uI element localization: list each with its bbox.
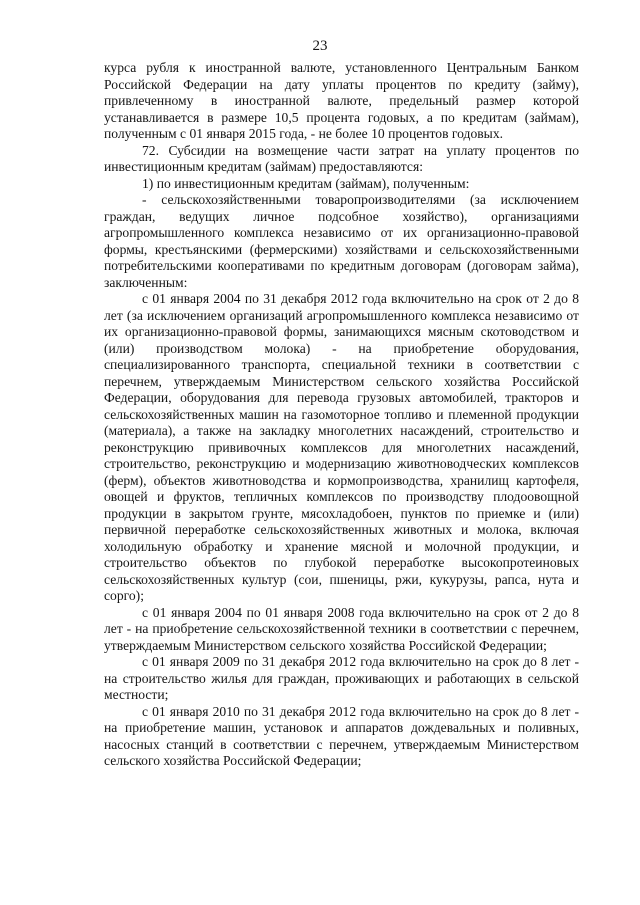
- body-text: [104, 60, 579, 770]
- paragraph: с 01 января 2010 по 31 декабря 2012 года включительно на срок до 8 лет - на приобретение машин, установок и аппаратов дождевальных и поливных, насосных станций в соответствии с перечнем, утверждаемым Министерством сельского хозяйства Российской Федерации;: [104, 703, 579, 768]
- paragraph: с 01 января 2009 по 31 декабря 2012 года включительно на срок до 8 лет - на строительство жилья для граждан, проживающих и работающих в сельской местности;: [104, 654, 579, 702]
- page-number: 23: [312, 38, 328, 54]
- paragraph: курса рубля к иностранной валюте, установленного Центральным Банком Российской Федерации на дату уплаты процентов по кредиту (займу), привлеченному в иностранной валюте, предельный размер которой устанавливается в размере 10,5 процента годовых, а по кредитам (займам), полученным с 01 января 2015 года, - не более 10 процентов годовых.: [104, 60, 579, 141]
- paragraph: с 01 января 2004 по 31 декабря 2012 года включительно на срок от 2 до 8 лет (за исключением организаций агропромышленного комплекса независимо от их организационно-правовой формы, занимающихся мясным скотоводством и (или) производством молока) - на приобретение оборудования, специализированного транспорта, специальной техники в соответствии с перечнем, утверждаемым Министерством сельского хозяйства Российской Федерации, оборудования для перевода грузовых автомобилей, тракторов и сельскохозяйственных машин на газомоторное топливо и племенной продукции (материала), а также на закладку многолетних насаждений, строительство и реконструкцию прививочных комплексов для многолетних насаждений, строительство, реконструкцию и модернизацию животноводческих комплексов (ферм), объектов животноводства и кормопроизводства, хранилищ картофеля, овощей и фруктов, тепличных комплексов по производству плодоовощной продукции в закрытом грунте, мясохладобоен, пунктов по приемке и (или) первичной переработке сельскохозяйственных животных и молока, включая холодильную обработку и хранение мясной и молочной продукции, и строительство объектов по глубокой переработке высокопротеиновых сельскохозяйственных культур (сои, пшеницы, ржи, кукурузы, рапса, нута и сорго);: [104, 291, 579, 603]
- paragraph: 72. Субсидии на возмещение части затрат на уплату процентов по инвестиционным кредитам (займам) предоставляются:: [104, 142, 579, 174]
- paragraph: с 01 января 2004 по 01 января 2008 года включительно на срок от 2 до 8 лет - на приобретение сельскохозяйственной техники в соответствии с перечнем, утверждаемым Министерством сельского хозяйства Российской Федерации;: [104, 604, 579, 653]
- paragraph: - сельскохозяйственными товаропроизводителями (за исключением граждан, ведущих личное подсобное хозяйство), организациями агропромышленного комплекса независимо от их организационно-правовой формы, крестьянскими (фермерскими) хозяйствами и сельскохозяйственными потребительскими кооперативами по кредитным договорам (договорам займа), заключенным:: [104, 192, 579, 290]
- paragraph: 1) по инвестиционным кредитам (займам), полученным:: [142, 175, 470, 191]
